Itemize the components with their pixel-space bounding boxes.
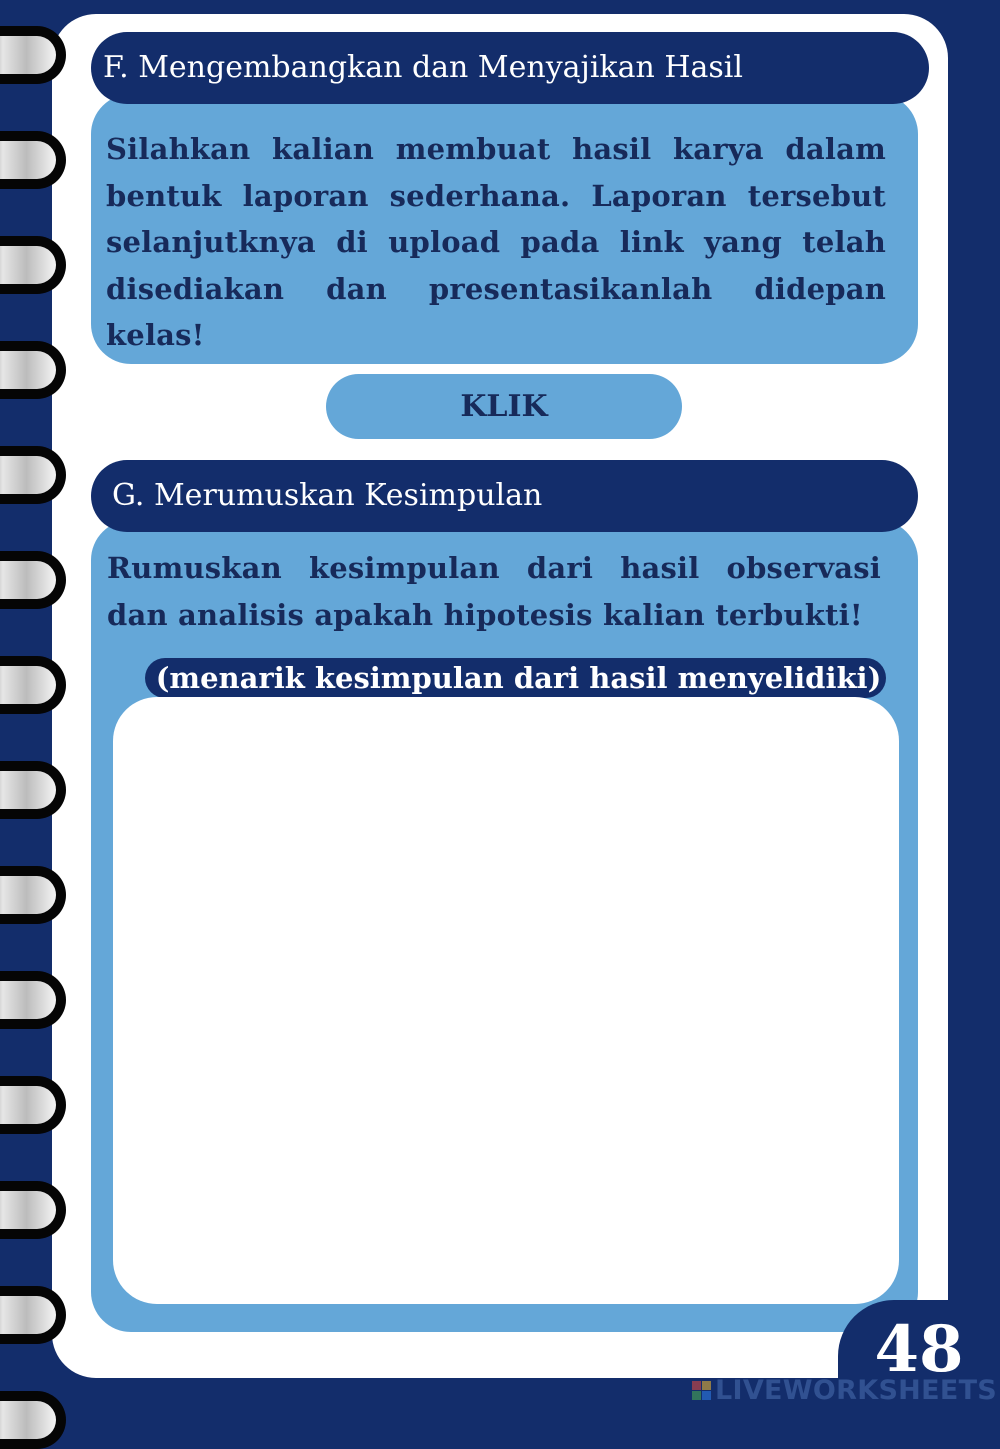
binding-ring — [0, 1181, 66, 1239]
binding-ring — [0, 1391, 66, 1449]
binding-ring — [0, 551, 66, 609]
section-f-instructions: Silahkan kalian membuat hasil karya dalam bentuk laporan sederhana. Laporan tersebut selanjutknya di upload pada link yang telah disediakan dan presentasikanlah didepan kelas! — [106, 132, 886, 352]
section-g-instructions: Rumuskan kesimpulan dari hasil observasi dan analisis apakah hipotesis kalian terbukti! — [107, 551, 881, 632]
binding-ring — [0, 236, 66, 294]
binding-ring — [0, 971, 66, 1029]
section-f-title: F. Mengembangkan dan Menyajikan Hasil — [103, 50, 743, 85]
binding-ring — [0, 761, 66, 819]
watermark-text: LIVEWORKSHEETS — [715, 1374, 998, 1406]
binding-ring — [0, 131, 66, 189]
conclusion-answer-field[interactable] — [113, 697, 899, 1304]
binding-ring — [0, 26, 66, 84]
binding-ring — [0, 866, 66, 924]
binding-ring — [0, 1286, 66, 1344]
section-g-subtitle: (menarik kesimpulan dari hasil menyelidiki) — [145, 658, 886, 698]
liveworksheets-watermark — [692, 1374, 998, 1406]
section-g-header — [91, 460, 918, 532]
binding-ring — [0, 656, 66, 714]
liveworksheets-logo-icon — [692, 1381, 711, 1400]
binding-ring — [0, 446, 66, 504]
section-g-title: G. Merumuskan Kesimpulan — [112, 478, 543, 513]
klik-button-label: KLIK — [460, 389, 548, 424]
page-number: 48 — [874, 1312, 964, 1387]
section-f-header — [91, 32, 929, 104]
binding-ring — [0, 1076, 66, 1134]
binding-ring — [0, 341, 66, 399]
klik-button[interactable] — [326, 374, 682, 439]
